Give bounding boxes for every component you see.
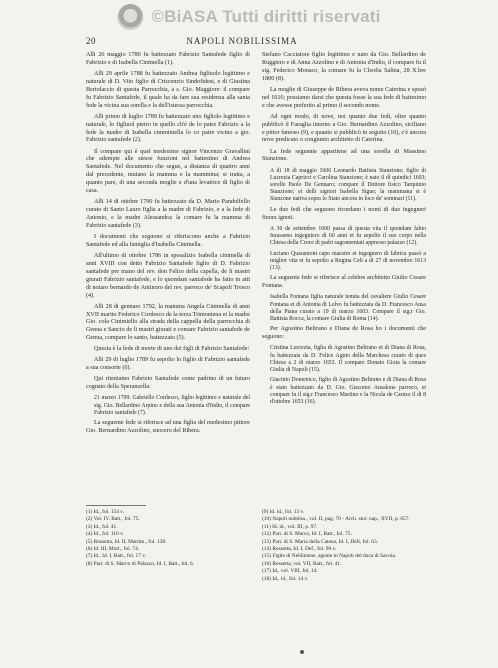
paragraph: Per Agostino Beltrano e Diana de Rosa ho i documenti che seguono: (262, 326, 426, 341)
paragraph: Alli 28 di gennaro 1792, la mamma Angela Cinimella di anni XVII marito Federico Cordesco de la terza Trimontena et la madre Gio. cola Cinimiello alla strada della cappella della parrocchia di Genua e Sancio de li mastri giurati e comare Fabrizio santafede de Genua, compare lo santo, battezzato (5). (86, 303, 250, 342)
paragraph: A di 18 di maggio 1606 Leonardo Battista Stanzione; figlio di Lucrezia Capricci e Carolina Stanzione; è nato il dì quindici 1603; sorelle Paolo De Gennaro; compare il Dottore fisico Tarquinio Stanzione; et delli signori Isabella Sigue; la mammana si è Stanzone nativa sopra lo Stato ancora in loco de' sommari (11). (270, 167, 426, 203)
page-number: 20 (86, 36, 96, 46)
left-column (86, 52, 250, 498)
footnote: (11) Id. id., vol. III, p. 97. (262, 523, 318, 530)
watermark (117, 4, 380, 30)
footnote: (9) Id. id., fol. 13 v. (262, 509, 305, 515)
scan-mark (300, 650, 304, 654)
paragraph: Giacinto Domenico, figlio di Agostino Beltrano e di Diana di Rosa è stato battezzato da D. Gio. Giacomo Ansalone parroco, et compare fu il sig.r Francesco Martino e la Nicola de Caruso il di 8 d'ottobre 1653 (16). (270, 377, 426, 405)
footnote: (7) Id., Id. I, Batt., fol. 17 v. (86, 553, 146, 560)
footnote: (14) Rossetta, Id. I, Def., fol. 90 v. (262, 546, 337, 553)
text-columns (86, 52, 426, 498)
watermark-text: ©BiASA Tutti diritti riservati (151, 7, 381, 26)
footnotes-right (262, 505, 426, 583)
paragraph: La seguente fede si riferisce ad una figlia del medesimo pittore Gio. Bernardino Azzolino, suocero del Ribera. (86, 420, 250, 435)
library-seal-icon (117, 4, 143, 30)
footnote: (2) Vol. IV. Batt., fol. 75. (86, 516, 140, 523)
running-title: NAPOLI NOBILISSIMA (186, 36, 298, 46)
paragraph: La fede seguente appartiene ad una sorella di Massimo Stanzione. (262, 148, 426, 163)
paragraph: Isabella Fontana figlia naturale tenuta del cavaliere Giulio Cesare Fontana et di Antonia di Lelvo fu battezzata da D. Francesco Ansa della Piana curato a 19 di marzo 1603. Compare il sig.r Gio. Battista Rocca, la comare Giulia di Roma (14). (270, 294, 426, 322)
paragraph: Luciano Quarantoni capo maestro et ingegnero di fabrica passò a miglior vita et fu sepolto a Regina Celi a di 27 di novembre 1613 (13). (270, 250, 426, 271)
paragraph: Alli primo di luglio 1789 fu battezzato uno figliolo legittimo e naturale, lo figliuol pietro in quello ch'è de lo patre Fabrizio a la fede la madre di Isabella cimmimella lo co patre vicino a gio. Fabrizio santafede (2). (86, 113, 250, 144)
footnote-rule (86, 505, 146, 506)
footnote: (17) Id., vol. VIII, fol. 14. (262, 568, 318, 575)
page-header (86, 36, 428, 46)
footnotes (86, 505, 426, 583)
footnote: (6) Id. III, Mort., fol. 74. (86, 546, 140, 553)
footnote: (8) Parr. di S. Marco di Palazzo, Id. I, Batt., fol. 6. (86, 560, 195, 567)
paragraph: Alli 14 di ottobre 1790 fu battezzato da D. Mario Pandolfello curato di Santo Lauro figlia a la madre di Fabrizio, e a la fede di Antonio, e la madre Alessandra; la comare fu la mamma di Fabrizio santafede (3). (86, 199, 250, 229)
footnote: (12) Parr. di S. Marco, Id. I, Batt., fol. 75. (262, 531, 352, 538)
footnote: (18) Id., id., fol. 14 v. (262, 575, 309, 582)
paragraph: Alli 29 aprile 1788 fu battezzato Andrea figliuolo legittimo e naturale di D. Vito figlio di Criscenzio Sindofidesi, e di Giustina Bertolaccio di questa Parrocchia, a s. Gio. Maggiore: il compare fu Fabrizio Santafede, il quale ha da fare sua residenza alla santa fede la vicina sua sorella e la dell'istessa parrocchia. (86, 71, 250, 109)
paragraph: Ad ogni modo, di nove, noi quanto due fedi, oltre quanto pubblicò il Faraglia intorno a Gio. Bernardino Azzolino, siciliano e pittor famoso (9), e quanto si pubblicò in seguito (10), c'è ancora nove predicato o congiunto architetto di Caterina. (262, 113, 426, 144)
footnote: (15) Figlie di Neblimene, agente in Napoli del duca di Savoia. (262, 553, 397, 560)
paragraph: I documenti che seguono si riferiscono anche a Fabrizio Santafede ed alla famiglia d'Isabella Cinimella. (86, 233, 250, 248)
paragraph: Il compare qui è quel medesimo signor Vincenzo Gravallini che adempie alle stesse funzioni nel battesimo di Andrea Santafede. Nel documento che segue, a distanza di quattro anni dal precedente, mutano la mamma e la mammina; si tratta, a quanto pare, di una seconda moglie e d'una levatrice di figlio di casa. (86, 148, 250, 195)
footnote: (1) Id., fol. 154 v. (86, 509, 124, 515)
paragraph: La moglie di Giuseppe de Ribera aveva nome Caterina e sposò nel 1616; possiamo darsi che questa fosse la sua fede di battesimo e che avesse preferito al primo il secondo nome. (262, 86, 426, 109)
footnote: (13) Parr. di S. Maria della Catena, Id. I, Defi, fol. 63. (262, 538, 379, 545)
paragraph: A 30 de settembre 1600 passa di questa vita il quondam fabio Iurasseno ingegniero di 60 anni et fu sepolto il suo corpo nella Chiesa della Croce di padri sagramentati appresso palazzo (12). (270, 225, 426, 247)
footnote: (5) Rossetta, Id. II, Matrim., fol. 138. (86, 538, 167, 545)
footnote: (16) Rossetta, vol. VII, Batt., fol. 41. (262, 560, 342, 567)
footnotes-left (86, 505, 250, 583)
right-column (262, 52, 426, 498)
footnote: (10) Napoli nobiliss., vol. II, pag. 70 - Arch. stor. nap., XVII, p. 657. (262, 516, 410, 523)
paragraph: 21 marzo 1799. Gabriello Cordesco, figlio legittimo e naturale del sig. Gio. Bellardino Arpino e della sua Antonia d'Indio, il compare Fabrizio santafede (7). (94, 395, 250, 416)
paragraph: La seguente fede si riferisce al celebre architetto Giulio Cesare Fontana. (262, 275, 426, 290)
footnote: (4) Id., fol. 110 v. (86, 531, 124, 538)
paragraph: Questa è la fede di morte di uno dei figli di Fabrizio Santafede: (94, 346, 250, 353)
paragraph: All'ultimo di ottobre 1786 in sposalizio Isabella cinimella di anni XVIII con detto Fabrizio Santafede figlio di D. Fabrizio santafede per mano del rev. don Felice della capella, de li mastri giurati Fabrizio santafede, e lo quondam santafede ha fatto in atti di notaro bernardo de Antinoro del rev. parroco de' Scapoli Tresco (4). (86, 252, 250, 299)
paragraph: Cristina Lucrezia, figlia di Agostino Beltrano et di Diana di Rosa, fu battezzata da D. Felice Agnio della Marchesa curato di ques Chiesa a 2 di marzo 1653. Il compare Donato Gioia la comare Giulia di Napoli (15). (270, 345, 426, 373)
footnote: (3) Id., fol. 41. (86, 523, 118, 530)
paragraph: Alli 29 di luglio 1789 fu sepolto lo figlio di Fabrizio santafede a sua consorte (6). (86, 357, 250, 372)
paragraph: Alli 26 maggio 1780 fu battezzato Fabrizio Santafede figlio di Fabrizio e di Isabella Cinimella (1). (86, 52, 250, 66)
paragraph: Qui riteniamo Fabrizio Santafede come padrino di un futuro cognato della Speranzella: (86, 376, 250, 391)
paragraph: Stefano Cacciatore figlio legittimo e nato da Gio. Bellardino de Ruggiero e di Anna Azzolino e di Antonia d'Indio, il compare fu il sig. Federico Monaco, la comare fu la Cleofia Salina, 28 X.bre 1800 (8). (262, 52, 426, 82)
paragraph: Le due fedi che seguono ricordano i nomi di due ingegneri finora ignoti. (262, 206, 426, 221)
